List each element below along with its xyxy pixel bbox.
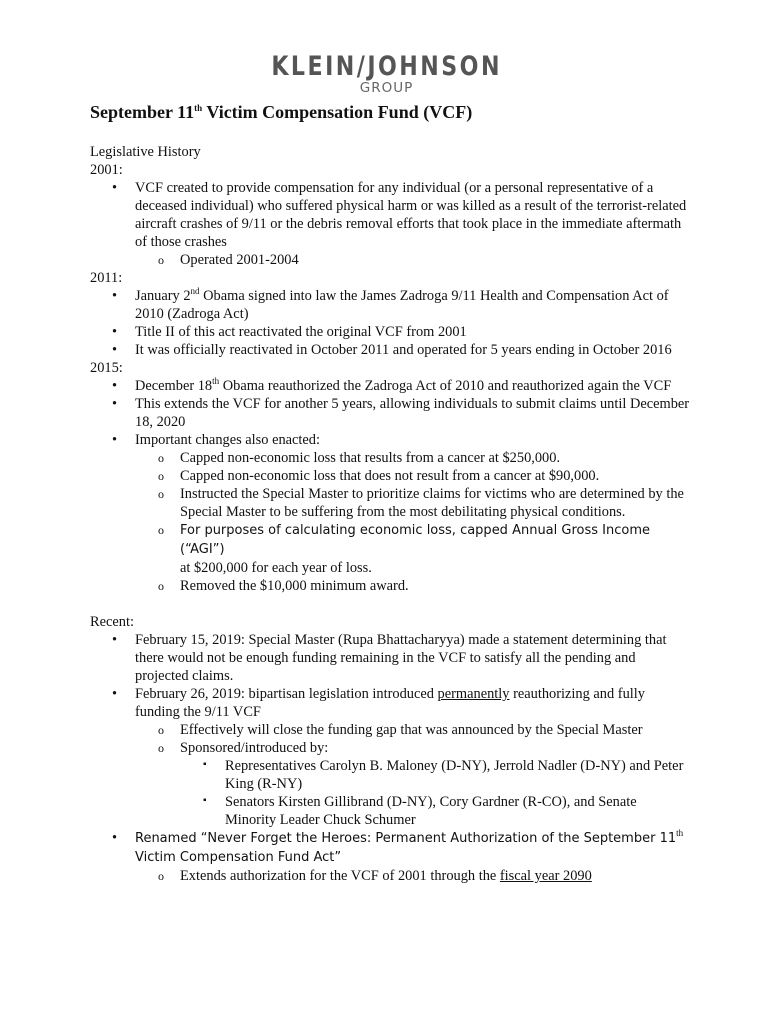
list-item: • VCF created to provide compensation for any individual (or a personal representative of a deceased individual) who suffered physical harm or was killed as a result of the terrorist-related aircraft crashes of 9/11 or the debris removal efforts that took place in the immediate aftermath of those crashes (112, 180, 687, 250)
list-item: o Instructed the Special Master to prioritize claims for victims who are determined by the Special Master to be suffering from the most debilitating physical conditions. (158, 486, 684, 520)
list-item: • December 18th Obama reauthorized the Zadroga Act of 2010 and reauthorized again the VCF (112, 376, 672, 394)
list-item: • This extends the VCF for another 5 years, allowing individuals to submit claims until December 18, 2020 (112, 396, 690, 430)
list-item: • Title II of this act reactivated the original VCF from 2001 (112, 324, 467, 340)
list-item: • Important changes also enacted: (112, 432, 321, 448)
list-item: o Removed the $10,000 minimum award. (158, 578, 409, 594)
list-item: • February 15, 2019: Special Master (Rupa Bhattacharyya) made a statement determining that there would not be enough funding remaining in the VCF to satisfy all the pending and projected claims. (112, 632, 667, 684)
year-heading-2015: 2015: (90, 360, 123, 376)
list-item: • Renamed “Never Forget the Heroes: Permanent Authorization of the September 11th Victim Compensation Fund Act” (112, 828, 684, 865)
section-heading-history: Legislative History (90, 144, 201, 160)
logo-sub-text: GROUP (359, 80, 414, 96)
list-2001 (90, 179, 690, 269)
list-item: o Sponsored/introduced by: (158, 740, 329, 756)
document-body (90, 101, 690, 885)
list-item: o Effectively will close the funding gap that was announced by the Special Master (158, 722, 643, 738)
list-item: ▪ Senators Kirsten Gillibrand (D-NY), Cory Gardner (R-CO), and Senate Minority Leader Chuck Schumer (203, 794, 637, 828)
list-item: o Capped non-economic loss that does not result from a cancer at $90,000. (158, 468, 600, 484)
company-logo (0, 52, 768, 95)
list-item: • January 2nd Obama signed into law the James Zadroga 9/11 Health and Compensation Act of 2010 (Zadroga Act) (112, 286, 669, 322)
list-item: o For purposes of calculating economic loss, capped Annual Gross Income (“AGI”) at $200,000 for each year of loss. (158, 523, 650, 576)
list-recent (90, 631, 690, 885)
logo-main-text: KLEIN/JOHNSON (271, 51, 502, 82)
year-heading-2011: 2011: (90, 270, 123, 286)
list-item: • It was officially reactivated in October 2011 and operated for 5 years ending in October 2016 (112, 342, 672, 358)
list-2011 (90, 287, 690, 359)
document-title: September 11th Victim Compensation Fund (VCF) (90, 102, 473, 122)
list-item: o Capped non-economic loss that results from a cancer at $250,000. (158, 450, 561, 466)
list-item: o Extends authorization for the VCF of 2001 through the fiscal year 2090 (158, 868, 592, 884)
section-heading-recent: Recent: (90, 614, 134, 630)
list-item: ▪ Representatives Carolyn B. Maloney (D-NY), Jerrold Nadler (D-NY) and Peter King (R-NY) (203, 758, 684, 792)
list-2015 (90, 377, 690, 595)
year-heading-2001: 2001: (90, 162, 123, 178)
list-item: • February 26, 2019: bipartisan legislation introduced permanently reauthorizing and fully funding the 9/11 VCF (112, 686, 645, 720)
list-item: o Operated 2001-2004 (158, 252, 299, 268)
